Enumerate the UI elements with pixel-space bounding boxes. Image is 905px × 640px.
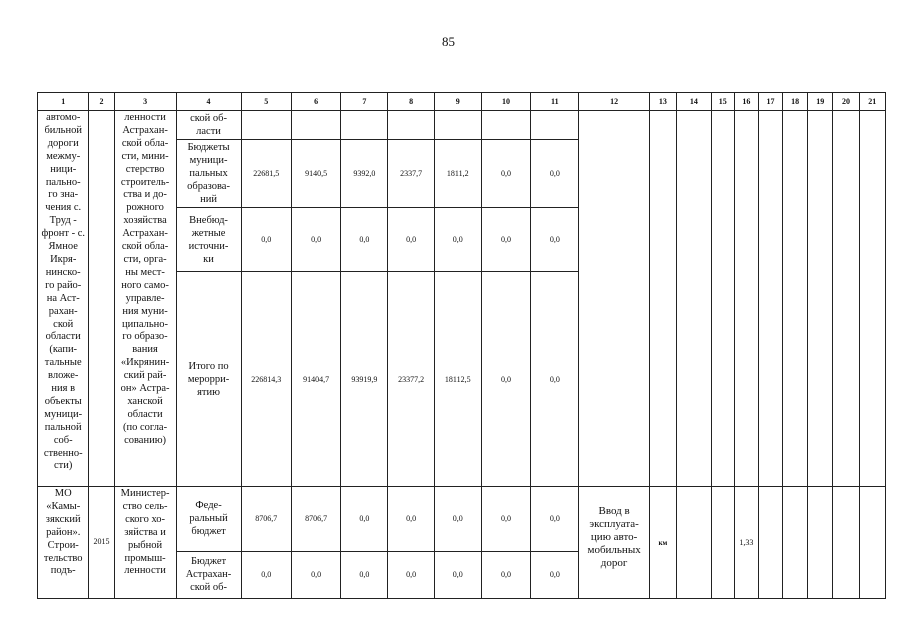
value-cell: 0,0 [481, 208, 530, 272]
value-cell: 0,0 [241, 208, 291, 272]
empty-cell [808, 487, 833, 599]
value-cell: 0,0 [434, 487, 481, 552]
value-cell [434, 111, 481, 140]
column-header: 8 [388, 93, 434, 111]
object-name-cell: МО «Камы- зякский район». Строи- тельство подъ- [38, 487, 89, 599]
executor-cell: ленности Астрахан- ской обла- сти, мини- стерство строитель- ства и до- рожного хозяйства Астрахан- ской обла- сти, орга- ны мест- ного само- управле- ния муни- ципально- го образо- вания «Икрянин- ский рай- он» Астра- ханской области (по согла- сованию) [114, 111, 176, 487]
value-cell: 0,0 [341, 551, 388, 598]
column-header: 1 [38, 93, 89, 111]
column-header: 6 [291, 93, 340, 111]
empty-cell [833, 111, 859, 487]
value-cell: 93919,9 [341, 272, 388, 487]
value-cell: 18112,5 [434, 272, 481, 487]
empty-cell [758, 111, 782, 487]
value-cell: 0,0 [481, 272, 530, 487]
value-cell: 0,0 [531, 140, 579, 208]
empty-cell [808, 111, 833, 487]
column-header: 7 [341, 93, 388, 111]
column-header: 3 [114, 93, 176, 111]
year-cell: 2015 [89, 487, 114, 599]
value-cell: 9140,5 [291, 140, 340, 208]
funding-source-cell: Бюджеты муници- пальных образова- ний [176, 140, 241, 208]
target-value-cell: 1,33 [734, 487, 758, 599]
funding-source-cell: Феде- ральный бюджет [176, 487, 241, 552]
value-cell: 0,0 [388, 551, 434, 598]
empty-cell [783, 111, 808, 487]
value-cell: 226814,3 [241, 272, 291, 487]
empty-cell [758, 487, 782, 599]
empty-cell [859, 487, 885, 599]
value-cell: 22681,5 [241, 140, 291, 208]
value-cell: 0,0 [531, 272, 579, 487]
column-header: 11 [531, 93, 579, 111]
column-header: 20 [833, 93, 859, 111]
value-cell: 0,0 [434, 551, 481, 598]
empty-cell [833, 487, 859, 599]
funding-source-cell: Внебюд- жетные источни- ки [176, 208, 241, 272]
object-name-cell: автомо- бильной дороги межму- ници- пально- го зна- чения с. Труд - фронт - с. Ямное Икря- нинско- го райо- на Аст- рахан- ской области (капи- тальные вложе- ния в объекты муници- пальной соб- ственно- сти) [38, 111, 89, 487]
empty-cell [711, 111, 734, 487]
value-cell: 0,0 [434, 208, 481, 272]
column-header: 5 [241, 93, 291, 111]
value-cell: 1811,2 [434, 140, 481, 208]
column-header: 12 [579, 93, 649, 111]
value-cell: 0,0 [531, 208, 579, 272]
value-cell: 0,0 [388, 487, 434, 552]
column-header: 17 [758, 93, 782, 111]
value-cell: 0,0 [241, 551, 291, 598]
empty-cell [711, 487, 734, 599]
column-header: 16 [734, 93, 758, 111]
value-cell: 0,0 [388, 208, 434, 272]
column-header: 10 [481, 93, 530, 111]
value-cell [291, 111, 340, 140]
value-cell: 0,0 [481, 551, 530, 598]
value-cell [388, 111, 434, 140]
empty-cell [677, 111, 712, 487]
empty-cell [859, 111, 885, 487]
value-cell [531, 111, 579, 140]
empty-cell [783, 487, 808, 599]
value-cell: 23377,2 [388, 272, 434, 487]
value-cell: 0,0 [341, 487, 388, 552]
table-row [38, 487, 886, 552]
empty-cell [734, 111, 758, 487]
table-body [38, 111, 886, 599]
value-cell: 0,0 [291, 208, 340, 272]
value-cell: 0,0 [531, 487, 579, 552]
empty-cell [579, 111, 649, 487]
table-row [38, 111, 886, 140]
value-cell [481, 111, 530, 140]
indicator-cell: Ввод в эксплуата- цию авто- мобильных дорог [579, 487, 649, 599]
value-cell: 8706,7 [291, 487, 340, 552]
value-cell: 0,0 [531, 551, 579, 598]
column-header: 15 [711, 93, 734, 111]
funding-source-cell: Бюджет Астрахан- ской об- [176, 551, 241, 598]
budget-table [37, 92, 886, 599]
executor-cell: Министер- ство сель- ского хо- зяйства и рыбной промыш- ленности [114, 487, 176, 599]
empty-cell [677, 487, 712, 599]
column-header: 2 [89, 93, 114, 111]
funding-source-cell: Итого по мероpри- ятию [176, 272, 241, 487]
value-cell: 0,0 [481, 140, 530, 208]
page-number: 85 [442, 34, 455, 49]
empty-cell [649, 111, 676, 487]
value-cell: 9392,0 [341, 140, 388, 208]
value-cell [241, 111, 291, 140]
value-cell: 91404,7 [291, 272, 340, 487]
column-header: 13 [649, 93, 676, 111]
header-row [38, 93, 886, 111]
column-header: 18 [783, 93, 808, 111]
value-cell: 2337,7 [388, 140, 434, 208]
value-cell [341, 111, 388, 140]
value-cell: 8706,7 [241, 487, 291, 552]
year-cell [89, 111, 114, 487]
value-cell: 0,0 [291, 551, 340, 598]
value-cell: 0,0 [341, 208, 388, 272]
column-header: 9 [434, 93, 481, 111]
column-header: 14 [677, 93, 712, 111]
column-header: 19 [808, 93, 833, 111]
unit-cell: км [649, 487, 676, 599]
funding-source-cell: ской об- ласти [176, 111, 241, 140]
column-header: 21 [859, 93, 885, 111]
value-cell: 0,0 [481, 487, 530, 552]
column-header: 4 [176, 93, 241, 111]
